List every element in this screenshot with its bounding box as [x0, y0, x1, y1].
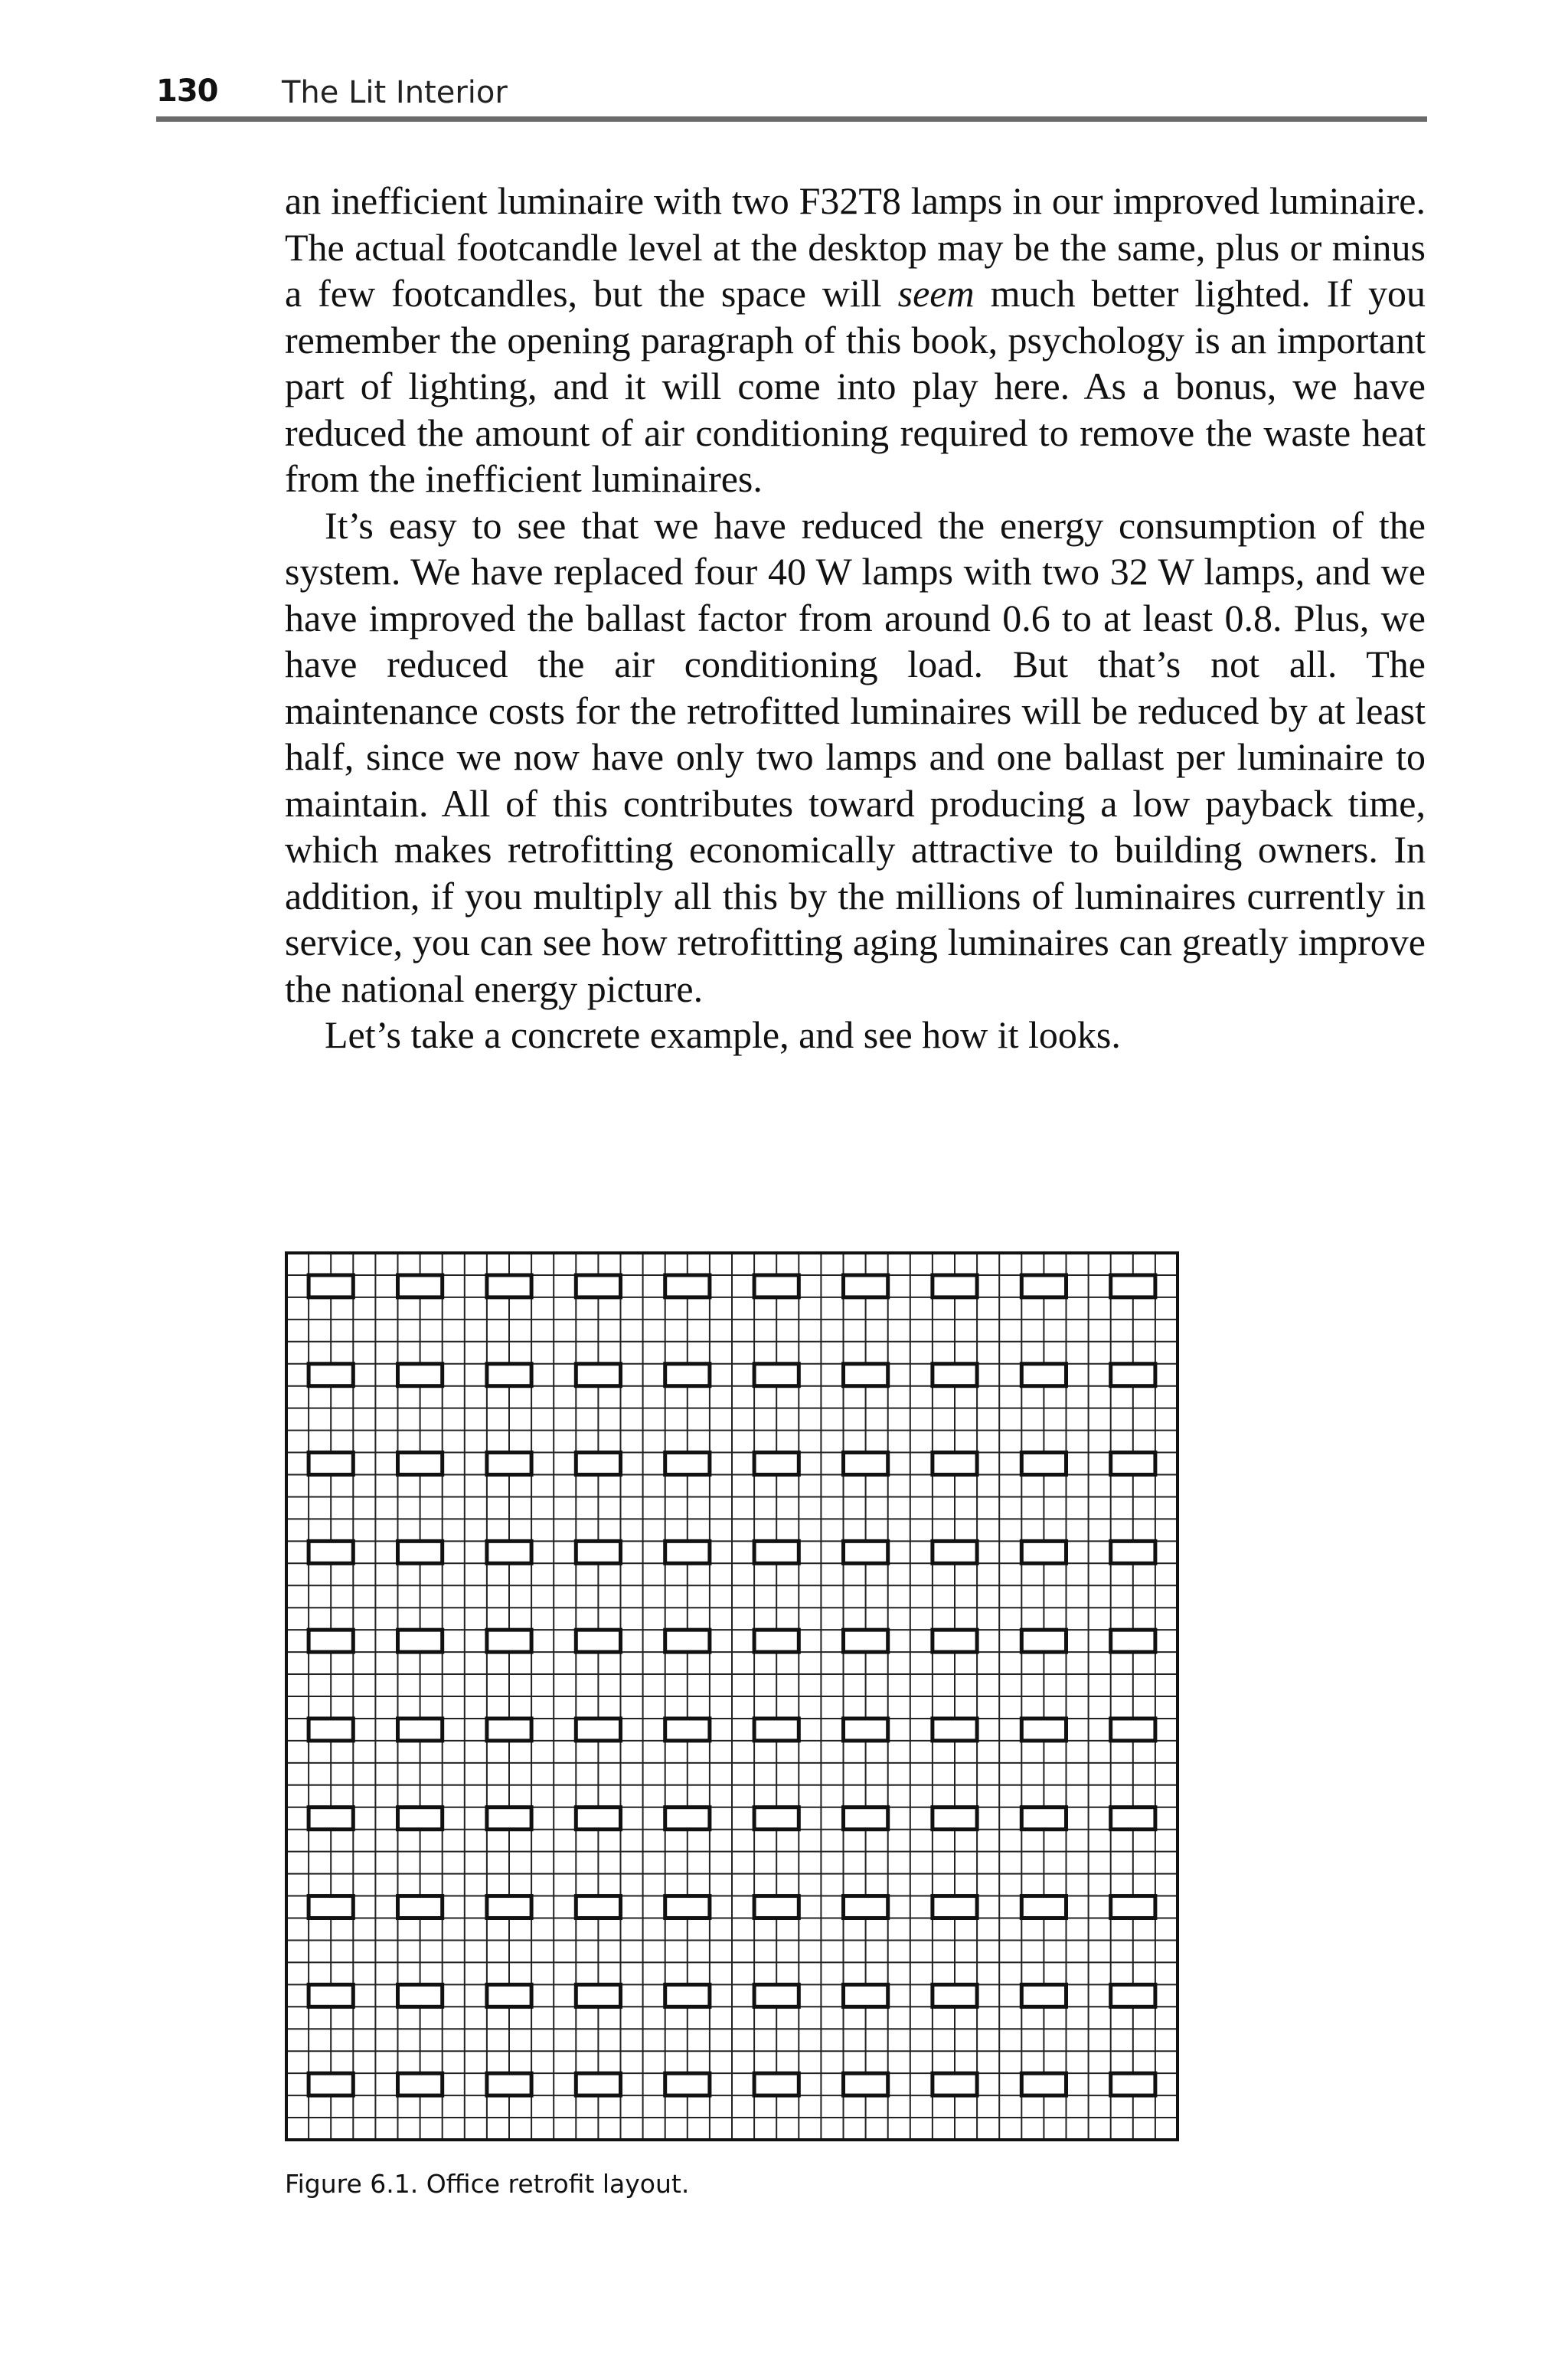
luminaire — [487, 1807, 531, 1830]
luminaire — [844, 1541, 888, 1563]
luminaire — [754, 1984, 799, 2007]
header-rule — [156, 116, 1427, 122]
luminaire — [665, 1453, 710, 1475]
luminaire — [576, 1453, 620, 1475]
luminaire — [665, 1541, 710, 1563]
luminaire — [1111, 1630, 1155, 1652]
luminaire — [665, 1807, 710, 1830]
luminaire — [933, 1275, 977, 1297]
luminaire — [1111, 1984, 1155, 2007]
luminaire — [309, 1364, 353, 1386]
luminaire — [309, 1807, 353, 1830]
luminaire — [576, 1630, 620, 1652]
paragraph-1 — [285, 178, 1426, 502]
luminaire — [1111, 1275, 1155, 1297]
luminaire — [844, 1896, 888, 1918]
luminaire — [933, 1719, 977, 1741]
luminaire — [576, 1984, 620, 2007]
luminaire — [754, 1541, 799, 1563]
luminaire — [754, 1896, 799, 1918]
luminaire — [665, 1630, 710, 1652]
running-head — [156, 74, 1427, 119]
emphasis-seem: seem — [897, 272, 975, 315]
body-text — [285, 178, 1426, 1058]
luminaire — [309, 1541, 353, 1563]
luminaire — [487, 1984, 531, 2007]
luminaire — [1111, 1541, 1155, 1563]
luminaire — [844, 1719, 888, 1741]
luminaire — [754, 1719, 799, 1741]
luminaire — [487, 2073, 531, 2095]
luminaire — [1021, 1541, 1066, 1563]
luminaire — [665, 1896, 710, 1918]
luminaire — [398, 1896, 443, 1918]
luminaire — [576, 1719, 620, 1741]
luminaire — [487, 1541, 531, 1563]
paragraph-1-text: an inefficient luminaire with two F32T8 lamps in our improved luminaire. The actual footcandle level at the desktop may be the same, plus or minus a few footcandles, but the space will — [285, 179, 1426, 315]
luminaire — [487, 1275, 531, 1297]
luminaire — [398, 1630, 443, 1652]
office-layout-figure — [285, 1251, 1179, 2141]
luminaire — [1111, 2073, 1155, 2095]
luminaire — [1111, 1719, 1155, 1741]
luminaire — [1021, 1364, 1066, 1386]
luminaire — [1111, 1364, 1155, 1386]
luminaire — [309, 1896, 353, 1918]
luminaire — [309, 1984, 353, 2007]
luminaire — [1021, 1984, 1066, 2007]
luminaire — [933, 1984, 977, 2007]
luminaire — [1021, 1896, 1066, 1918]
luminaire — [309, 1719, 353, 1741]
luminaire — [665, 1719, 710, 1741]
luminaire — [576, 1896, 620, 1918]
luminaire — [487, 1896, 531, 1918]
luminaire — [665, 1364, 710, 1386]
luminaire — [754, 1275, 799, 1297]
luminaire — [754, 1807, 799, 1830]
luminaire — [487, 1719, 531, 1741]
luminaire — [398, 1719, 443, 1741]
luminaire — [754, 2073, 799, 2095]
luminaire — [1021, 1453, 1066, 1475]
luminaire — [844, 1984, 888, 2007]
luminaire — [1021, 1719, 1066, 1741]
luminaire — [398, 1275, 443, 1297]
luminaire — [665, 2073, 710, 2095]
luminaire — [933, 1807, 977, 1830]
luminaire — [933, 1896, 977, 1918]
luminaire — [576, 1275, 620, 1297]
luminaire — [398, 2073, 443, 2095]
luminaire — [665, 1275, 710, 1297]
luminaire — [309, 2073, 353, 2095]
luminaire — [398, 1453, 443, 1475]
running-title: The Lit Interior — [282, 75, 508, 110]
luminaire — [754, 1364, 799, 1386]
luminaire — [754, 1453, 799, 1475]
figure-caption: Figure 6.1. Office retrofit layout. — [285, 2169, 690, 2199]
luminaire — [1021, 2073, 1066, 2095]
luminaire — [1111, 1807, 1155, 1830]
luminaire — [844, 1807, 888, 1830]
luminaire — [1111, 1453, 1155, 1475]
luminaire — [1111, 1896, 1155, 1918]
paragraph-2: It’s easy to see that we have reduced the energy consumption of the system. We have replaced four 40 W lamps with two 32 W lamps, and we have improved the ballast factor from around 0.6 to at least 0.8. Plus, we have reduced the air conditioning load. But that’s not all. The maintenance costs for the retrofitted luminaires will be reduced by at least half, since we now have only two lamps and one ballast per luminaire to maintain. All of this contributes toward producing a low payback time, which makes retrofitting economically attractive to building owners. In addition, if you multiply all this by the millions of luminaires currently in service, you can see how retrofitting aging luminaires can greatly improve the national energy picture. — [285, 503, 1426, 1010]
luminaire — [933, 2073, 977, 2095]
luminaire — [933, 1364, 977, 1386]
luminaire — [309, 1630, 353, 1652]
ceiling-plan — [285, 1251, 1179, 2141]
luminaire — [576, 1807, 620, 1830]
luminaire — [933, 1630, 977, 1652]
luminaire — [398, 1807, 443, 1830]
luminaire — [1021, 1275, 1066, 1297]
luminaire — [844, 1364, 888, 1386]
luminaire — [933, 1541, 977, 1563]
luminaire — [309, 1275, 353, 1297]
luminaire — [844, 1630, 888, 1652]
luminaire — [487, 1453, 531, 1475]
paragraph-1-tail: much better lighted. If you remember the opening paragraph of this book, psychology is an important part of lighting, and it will come into play here. As a bonus, we have reduced the amount of air conditioning required to remove the waste heat from the inefficient luminaires. — [285, 272, 1426, 500]
luminaire — [487, 1364, 531, 1386]
luminaire — [844, 2073, 888, 2095]
luminaire — [398, 1984, 443, 2007]
luminaire — [1021, 1807, 1066, 1830]
luminaire — [754, 1630, 799, 1652]
luminaire — [309, 1453, 353, 1475]
luminaire — [576, 1364, 620, 1386]
page-number: 130 — [156, 74, 218, 109]
luminaire — [398, 1541, 443, 1563]
paragraph-3: Let’s take a concrete example, and see how it looks. — [325, 1013, 1121, 1056]
luminaire — [844, 1275, 888, 1297]
luminaire — [933, 1453, 977, 1475]
luminaire — [844, 1453, 888, 1475]
luminaire — [398, 1364, 443, 1386]
luminaire — [576, 2073, 620, 2095]
luminaire — [1021, 1630, 1066, 1652]
luminaire — [487, 1630, 531, 1652]
luminaire — [665, 1984, 710, 2007]
luminaire — [576, 1541, 620, 1563]
